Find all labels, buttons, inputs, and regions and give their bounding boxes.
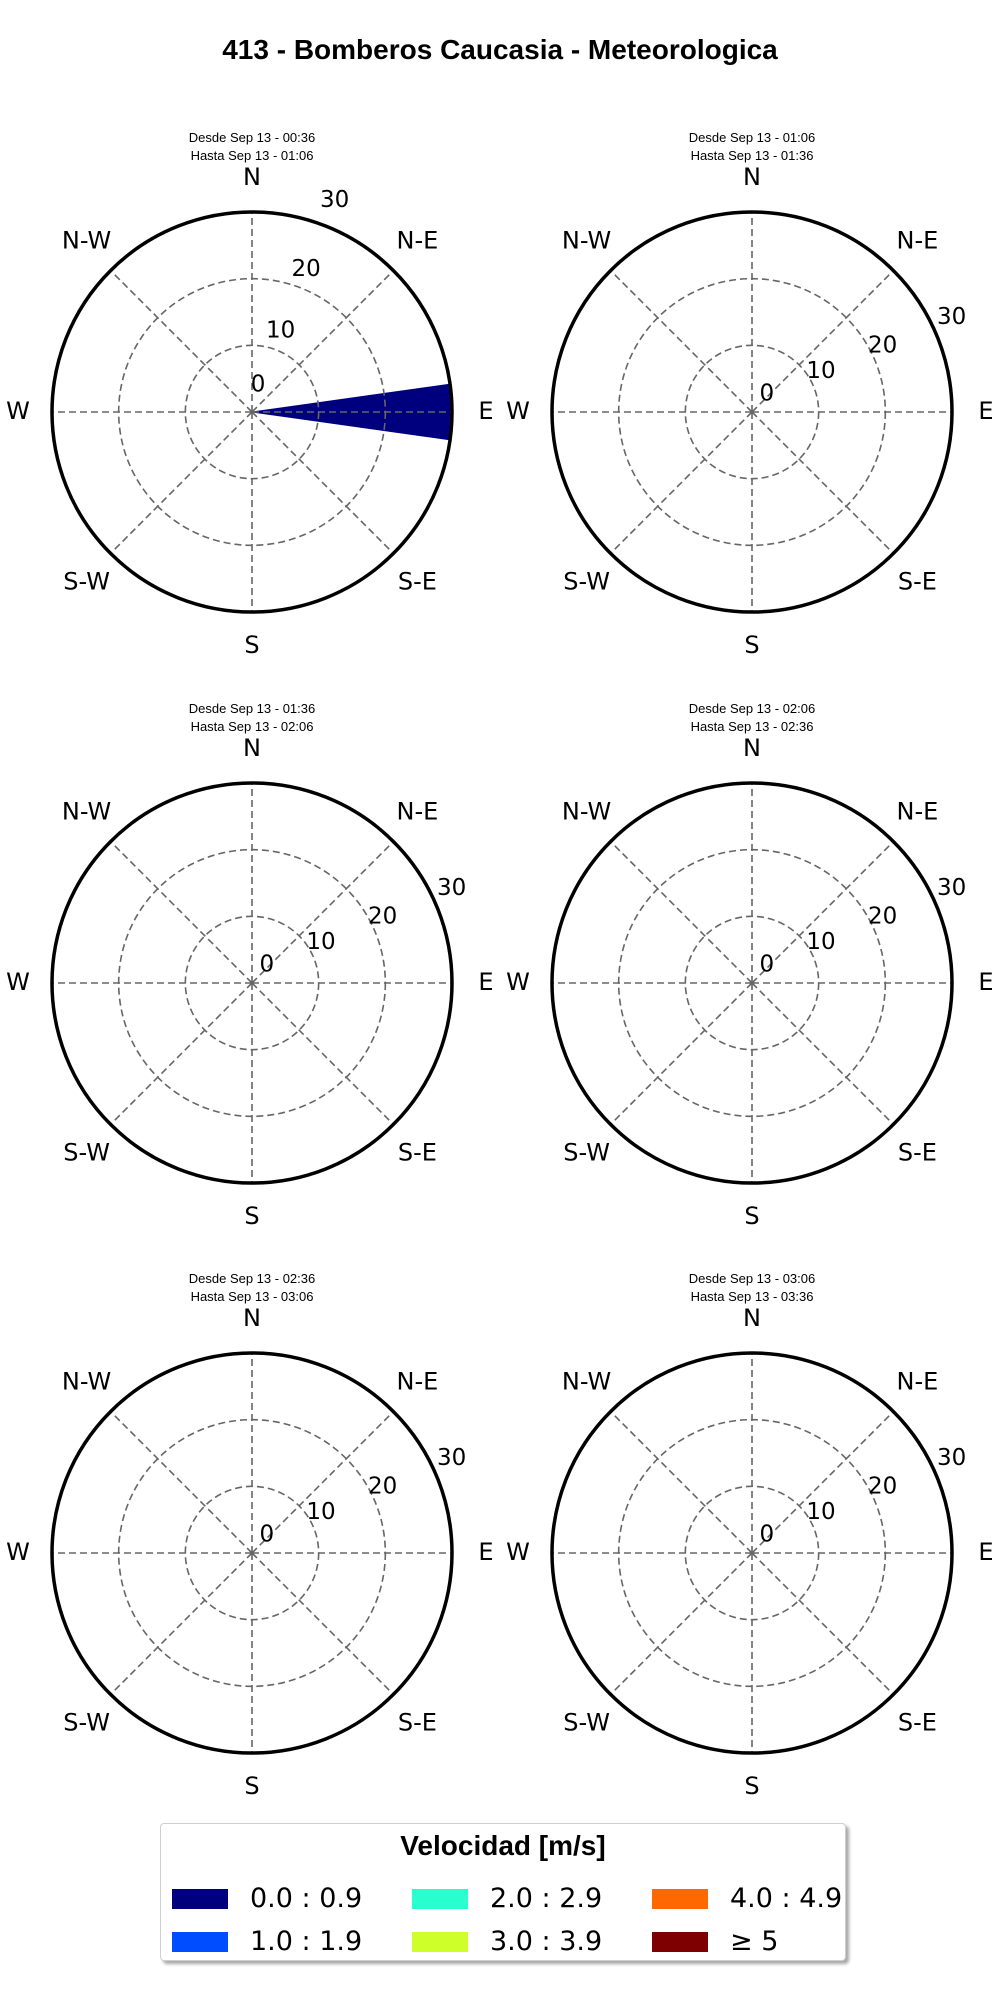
direction-label-ne: N-E: [396, 226, 439, 255]
radial-tick-30: 30: [320, 186, 350, 213]
direction-label-s: S: [244, 631, 260, 659]
direction-label-se: S-E: [897, 1708, 937, 1737]
direction-label-n: N: [743, 734, 761, 762]
direction-label-w: W: [506, 1538, 530, 1566]
wind-rose-0: [6, 130, 493, 659]
legend-swatch-3: [412, 1932, 468, 1952]
direction-label-ne: N-E: [396, 1367, 439, 1396]
radial-tick-10: 10: [806, 1498, 836, 1525]
direction-label-n: N: [743, 163, 761, 191]
direction-label-s: S: [744, 1202, 760, 1230]
panel-subtitle-from: Desde Sep 13 - 01:06: [688, 130, 816, 145]
legend-label-5: ≥ 5: [730, 1926, 779, 1957]
wind-rose-5: [506, 1271, 993, 1800]
direction-label-sw: S-W: [563, 567, 610, 596]
direction-label-w: W: [6, 397, 30, 425]
panel-subtitle-to: Hasta Sep 13 - 02:36: [690, 719, 814, 734]
radial-tick-20: 20: [867, 1473, 898, 1500]
radial-tick-0: 0: [759, 380, 775, 407]
legend-swatch-5: [652, 1932, 708, 1952]
direction-label-se: S-E: [397, 1708, 437, 1737]
legend-swatch-4: [652, 1889, 708, 1909]
direction-label-e: E: [978, 1538, 994, 1566]
radial-tick-10: 10: [306, 1498, 336, 1525]
direction-label-nw: N-W: [561, 1367, 612, 1396]
radial-tick-10: 10: [806, 357, 836, 384]
direction-label-nw: N-W: [561, 226, 612, 255]
direction-label-sw: S-W: [63, 1138, 110, 1167]
wind-rose-2: [6, 701, 493, 1230]
panel-subtitle-from: Desde Sep 13 - 03:06: [688, 1271, 816, 1286]
wind-rose-1: [506, 130, 993, 659]
radial-tick-30: 30: [936, 1444, 967, 1471]
direction-label-n: N: [243, 734, 261, 762]
radial-tick-0: 0: [759, 1521, 775, 1548]
radial-tick-30: 30: [436, 874, 467, 901]
legend-label-4: 4.0 : 4.9: [730, 1883, 843, 1914]
direction-label-sw: S-W: [563, 1708, 610, 1737]
direction-label-se: S-E: [397, 567, 437, 596]
panel-subtitle-to: Hasta Sep 13 - 01:06: [190, 148, 314, 163]
direction-label-sw: S-W: [63, 567, 110, 596]
direction-label-se: S-E: [897, 1138, 937, 1167]
direction-label-se: S-E: [397, 1138, 437, 1167]
legend-title: Velocidad [m/s]: [400, 1830, 606, 1861]
direction-label-w: W: [506, 397, 530, 425]
legend-swatch-1: [172, 1932, 228, 1952]
direction-label-ne: N-E: [896, 226, 939, 255]
radial-tick-0: 0: [259, 951, 275, 978]
direction-label-s: S: [244, 1202, 260, 1230]
direction-label-s: S: [744, 1772, 760, 1800]
panel-subtitle-from: Desde Sep 13 - 01:36: [188, 701, 316, 716]
radial-tick-30: 30: [936, 874, 967, 901]
radial-tick-10: 10: [806, 928, 836, 955]
panel-subtitle-to: Hasta Sep 13 - 01:36: [690, 148, 814, 163]
direction-label-nw: N-W: [61, 797, 112, 826]
direction-label-e: E: [478, 397, 494, 425]
radial-tick-20: 20: [367, 903, 398, 930]
direction-label-ne: N-E: [896, 1367, 939, 1396]
direction-label-n: N: [743, 1304, 761, 1332]
direction-label-e: E: [478, 968, 494, 996]
direction-label-ne: N-E: [896, 797, 939, 826]
direction-label-nw: N-W: [61, 226, 112, 255]
legend: [160, 1823, 846, 1961]
direction-label-n: N: [243, 1304, 261, 1332]
direction-label-se: S-E: [897, 567, 937, 596]
radial-tick-20: 20: [867, 903, 898, 930]
legend-label-2: 2.0 : 2.9: [490, 1883, 603, 1914]
radial-tick-0: 0: [250, 371, 266, 398]
radial-tick-10: 10: [265, 317, 296, 344]
panel-subtitle-from: Desde Sep 13 - 02:36: [188, 1271, 316, 1286]
radial-tick-10: 10: [306, 928, 336, 955]
panel-subtitle-to: Hasta Sep 13 - 03:36: [690, 1289, 814, 1304]
direction-label-n: N: [243, 163, 261, 191]
direction-label-w: W: [6, 1538, 30, 1566]
panel-subtitle-to: Hasta Sep 13 - 03:06: [190, 1289, 314, 1304]
panel-subtitle-from: Desde Sep 13 - 00:36: [188, 130, 316, 145]
radial-tick-20: 20: [291, 255, 321, 282]
legend-label-3: 3.0 : 3.9: [490, 1926, 603, 1957]
direction-label-e: E: [978, 397, 994, 425]
legend-label-0: 0.0 : 0.9: [250, 1883, 363, 1914]
direction-label-nw: N-W: [561, 797, 612, 826]
direction-label-s: S: [244, 1772, 260, 1800]
panel-subtitle-to: Hasta Sep 13 - 02:06: [190, 719, 314, 734]
wind-rose-4: [6, 1271, 493, 1800]
panel-subtitle-from: Desde Sep 13 - 02:06: [688, 701, 816, 716]
legend-label-1: 1.0 : 1.9: [250, 1926, 363, 1957]
direction-label-sw: S-W: [563, 1138, 610, 1167]
wind-rose-3: [506, 701, 993, 1230]
radial-tick-0: 0: [759, 951, 775, 978]
direction-label-ne: N-E: [396, 797, 439, 826]
direction-label-s: S: [744, 631, 760, 659]
radial-tick-0: 0: [259, 1521, 275, 1548]
direction-label-sw: S-W: [63, 1708, 110, 1737]
legend-swatch-0: [172, 1889, 228, 1909]
radial-tick-30: 30: [436, 1444, 467, 1471]
radial-tick-20: 20: [367, 1473, 398, 1500]
chart-title: 413 - Bomberos Caucasia - Meteorologica: [222, 34, 778, 65]
direction-label-e: E: [478, 1538, 494, 1566]
direction-label-w: W: [506, 968, 530, 996]
radial-tick-20: 20: [867, 332, 898, 359]
direction-label-w: W: [6, 968, 30, 996]
radial-tick-30: 30: [936, 303, 967, 330]
legend-swatch-2: [412, 1889, 468, 1909]
direction-label-nw: N-W: [61, 1367, 112, 1396]
direction-label-e: E: [978, 968, 994, 996]
